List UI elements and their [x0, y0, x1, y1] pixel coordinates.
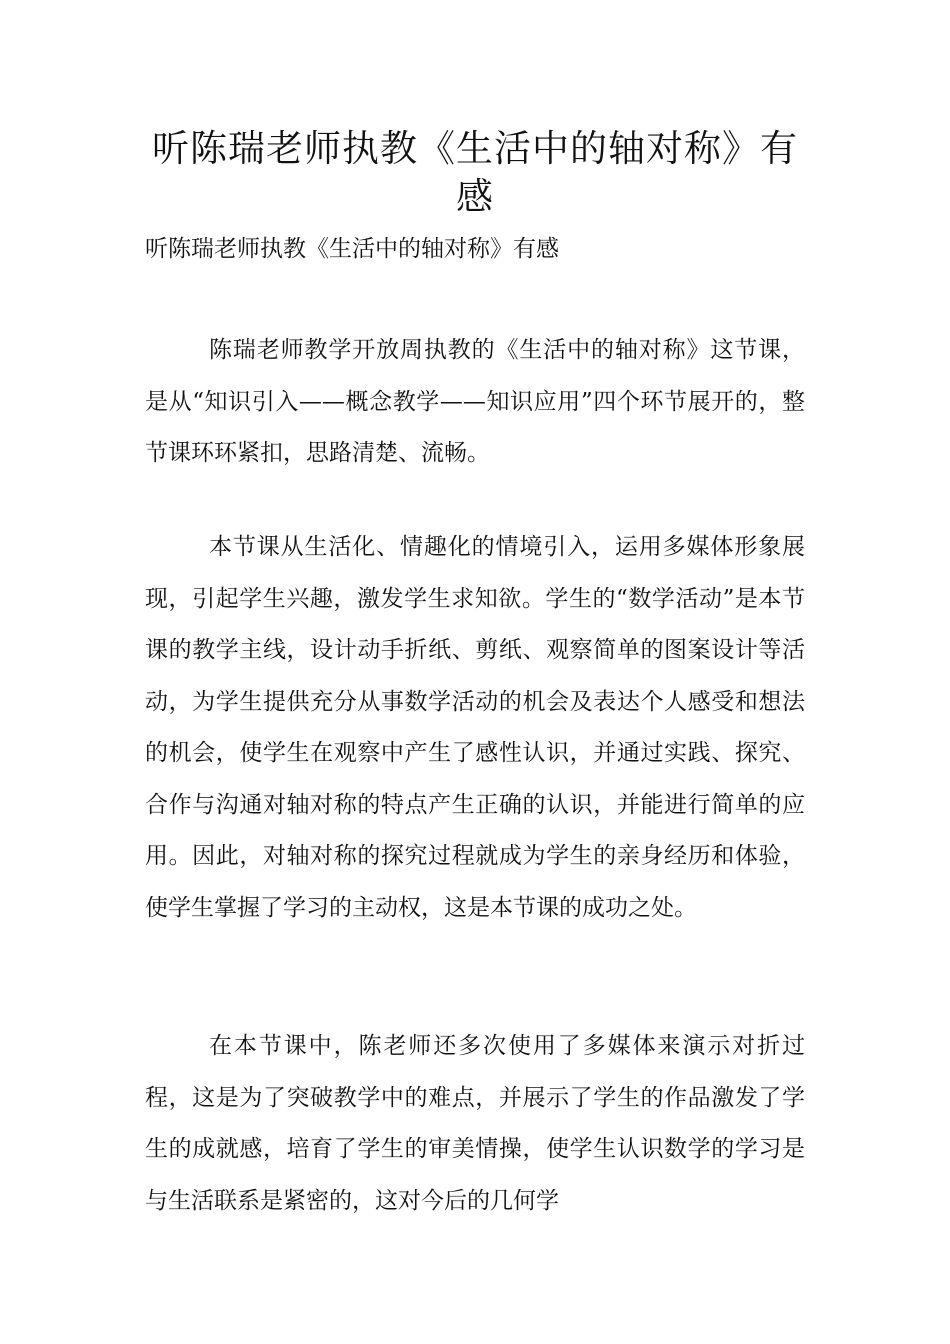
paragraph-3: 在本节课中，陈老师还多次使用了多媒体来演示对折过程，这是为了突破教学中的难点，并展示了学生的作品激发了学生的成就感，培育了学生的审美情操，使学生认识数学的学习是与生活联系是紧密的，这对今后的几何学	[145, 1033, 805, 1214]
paragraph-2: 本节课从生活化、情趣化的情境引入，运用多媒体形象展现，引起学生兴趣，激发学生求知欲。学生的“数学活动”是本节课的教学主线，设计动手折纸、剪纸、观察简单的图案设计等活动，为学生提供充分从事数学活动的机会及表达个人感受和想法的机会，使学生在观察中产生了感性认识，并通过实践、探究、合作与沟通对轴对称的特点产生正确的认识，并能进行简单的应用。因此，对轴对称的探究过程就成为学生的亲身经历和体验，使学生掌握了学习的主动权，这是本节课的成功之处。	[145, 534, 805, 921]
paragraph-1: 陈瑞老师教学开放周执教的《生活中的轴对称》这节课，是从“知识引入——概念教学——知识应用”四个环节展开的，整节课环环紧扣，思路清楚、流畅。	[145, 337, 805, 466]
document-title: 听陈瑞老师执教《生活中的轴对称》有感	[152, 127, 798, 218]
document-subtitle: 听陈瑞老师执教《生活中的轴对称》有感	[145, 236, 559, 262]
